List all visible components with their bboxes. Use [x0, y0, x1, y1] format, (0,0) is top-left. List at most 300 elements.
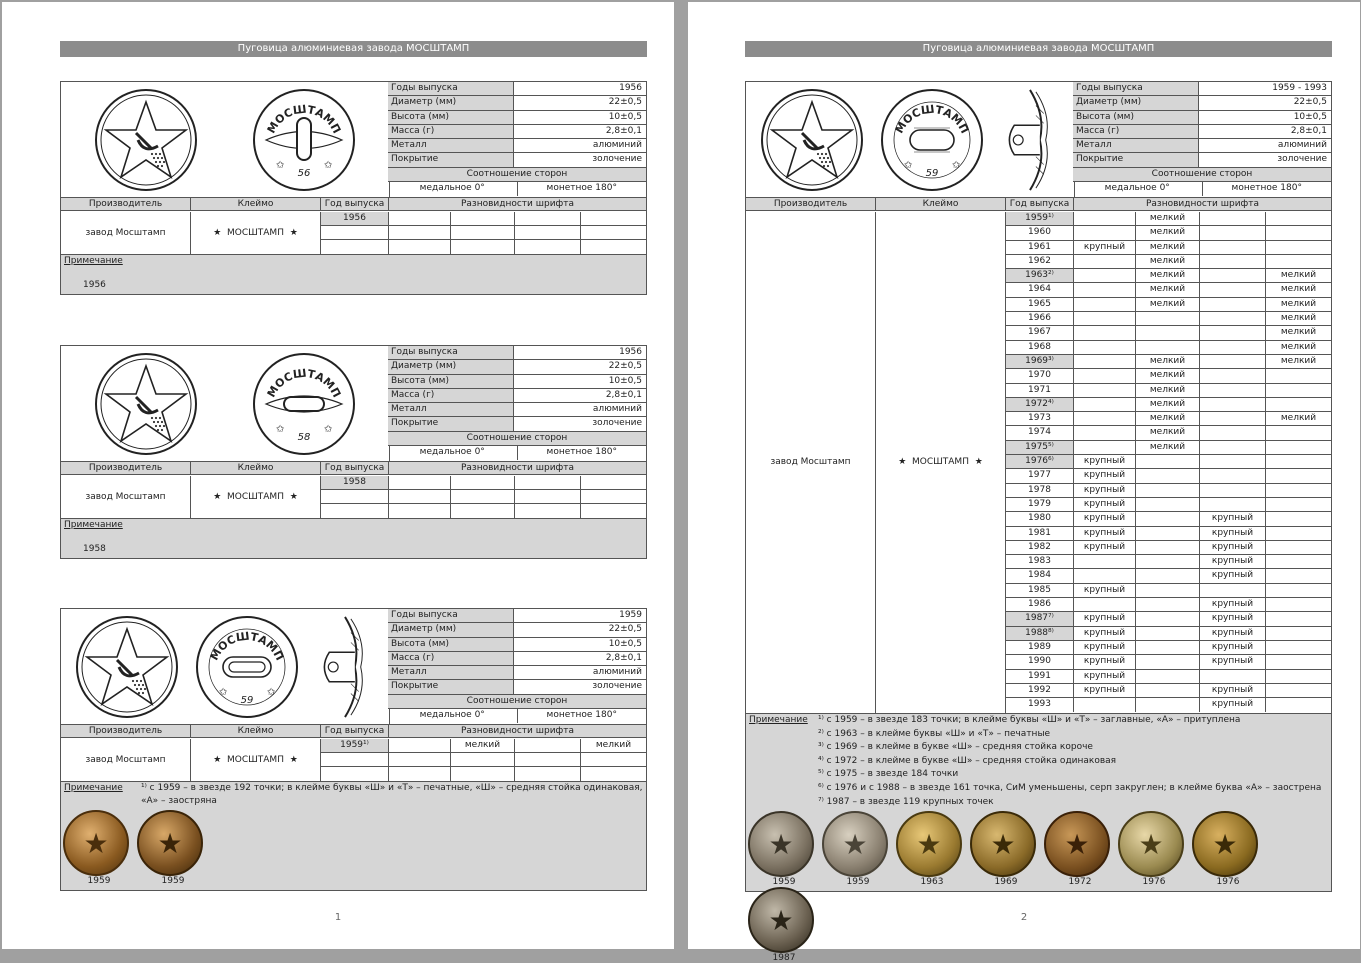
- table-cell: [321, 490, 389, 503]
- table-cell: 1958: [321, 476, 389, 489]
- table-cell: [1074, 283, 1136, 296]
- spec-label: Масса (г): [388, 652, 514, 665]
- ratio-header: Соотношение сторон: [1073, 168, 1331, 182]
- table-cell: 1986: [1006, 598, 1074, 611]
- table-row: [1006, 569, 1331, 583]
- table-row: [1006, 527, 1331, 541]
- font-variants-header: Разновидности шрифта: [1145, 199, 1260, 209]
- table-cell: [1200, 584, 1266, 597]
- photo-strip: [746, 811, 1331, 963]
- table-cell: [581, 753, 646, 766]
- coin-photo: ★ 1969: [970, 811, 1042, 887]
- mosshtamp-stamp-icon: [195, 615, 299, 719]
- table-cell: [1074, 412, 1136, 425]
- table-cell: 1990: [1006, 655, 1074, 668]
- table-cell: 1956: [321, 212, 389, 225]
- table-cell: [1200, 341, 1266, 354]
- spec-label: Годы выпуска: [1073, 82, 1199, 95]
- table-row: [1006, 555, 1331, 569]
- spec-table: [388, 82, 646, 196]
- spec-value: 1959 - 1993: [1272, 83, 1327, 93]
- ratio-header: Соотношение сторон: [388, 168, 646, 182]
- spec-label: Высота (мм): [388, 638, 514, 651]
- table-cell: мелкий: [1136, 226, 1200, 239]
- spec-value: 22±0,5: [1293, 97, 1327, 108]
- table-row: [1006, 598, 1331, 612]
- spec-label: Годы выпуска: [388, 346, 514, 359]
- table-cell: [1200, 226, 1266, 239]
- page-2: [688, 2, 1360, 963]
- table-cell: 1992: [1006, 684, 1074, 697]
- spec-table: [1073, 82, 1331, 196]
- spec-label: Диаметр (мм): [388, 623, 514, 636]
- spec-value: золочение: [592, 154, 642, 165]
- table-cell: [389, 226, 451, 239]
- table-row: [321, 476, 646, 490]
- table-cell: 1961: [1006, 241, 1074, 254]
- table-cell: [515, 240, 581, 254]
- table-cell: [451, 753, 515, 766]
- spec-value: 1959: [619, 610, 642, 620]
- photo-strip: [61, 810, 646, 886]
- page-number: 2: [1020, 912, 1028, 923]
- table-cell: 1968: [1006, 341, 1074, 354]
- table-cell: мелкий: [1280, 327, 1317, 338]
- table-cell: [1136, 641, 1200, 654]
- table-cell: мелкий: [595, 740, 632, 750]
- table-cell: [389, 504, 451, 518]
- table-cell: [321, 753, 389, 766]
- table-cell: 1977: [1006, 469, 1074, 482]
- table-cell: [1266, 684, 1331, 697]
- coin-year-label: 1959: [846, 877, 870, 888]
- table-cell: [389, 212, 451, 225]
- table-cell: [1266, 241, 1331, 254]
- table-header: [61, 197, 646, 211]
- table-cell: [1074, 426, 1136, 439]
- note-line: ⁶⁾ с 1976 и с 1988 – в звезде 161 точка, СиМ уменьшены, серп закруглен; в клейме буква «А» – заострена: [818, 782, 1322, 793]
- table-cell: [1136, 684, 1200, 697]
- note-line: ¹⁾ с 1959 – в звезде 183 точки; в клейме буквы «Ш» и «Т» – заглавные, «А» – притуплена: [818, 715, 1241, 725]
- table-cell: мелкий: [1136, 412, 1200, 425]
- table-cell: [581, 767, 646, 781]
- table-cell: мелкий: [1136, 283, 1200, 296]
- table-cell: 1959¹⁾: [321, 739, 389, 752]
- table-cell: [515, 739, 581, 752]
- table-cell: [1136, 312, 1200, 325]
- star-hammer-sickle-icon: [75, 615, 179, 719]
- svg-text:✩: ✩: [276, 423, 285, 435]
- star-hammer-sickle-icon: [94, 88, 198, 192]
- table-cell: [1200, 670, 1266, 683]
- stamp-header: Клеймо: [191, 198, 321, 210]
- table-row: [321, 212, 646, 226]
- table-cell: [1266, 441, 1331, 454]
- table-cell: мелкий: [1280, 313, 1317, 324]
- svg-text:МОСШТАМП: МОСШТАМП: [264, 366, 344, 400]
- star-hammer-sickle-icon: [760, 88, 864, 192]
- table-cell: [581, 226, 646, 239]
- table-cell: мелкий: [1136, 298, 1200, 311]
- table-cell: крупный: [1074, 469, 1136, 482]
- table-cell: 1960: [1006, 226, 1074, 239]
- table-cell: [451, 767, 515, 781]
- font-variants-header: Разновидности шрифта: [460, 726, 575, 736]
- table-cell: крупный: [1200, 555, 1266, 568]
- table-cell: [451, 504, 515, 518]
- table-cell: 1966: [1006, 312, 1074, 325]
- table-cell: крупный: [1074, 655, 1136, 668]
- table-cell: [389, 753, 451, 766]
- spec-table: [388, 609, 646, 723]
- table-cell: [451, 226, 515, 239]
- table-cell: [1136, 612, 1200, 625]
- table-cell: [1266, 426, 1331, 439]
- producer-cell: завод Мосштамп: [61, 212, 191, 254]
- table-cell: мелкий: [1280, 355, 1317, 366]
- coin-photo: ★ 1959: [748, 811, 820, 887]
- table-cell: [1200, 484, 1266, 497]
- spec-label: Масса (г): [388, 125, 514, 138]
- table-cell: [1136, 341, 1200, 354]
- table-cell: крупный: [1074, 612, 1136, 625]
- spec-label: Высота (мм): [1073, 111, 1199, 124]
- coin-label: монетное 180°: [1231, 183, 1302, 194]
- note-line: ⁷⁾ 1987 – в звезде 119 крупных точек: [818, 796, 994, 807]
- table-cell: 1979: [1006, 498, 1074, 511]
- table-cell: [581, 212, 646, 225]
- spec-value: алюминий: [592, 404, 642, 415]
- table-row: [1006, 627, 1331, 641]
- table-cell: [389, 739, 451, 752]
- spec-label: Покрытие: [388, 153, 514, 166]
- note-line: ¹⁾ с 1959 – в звезде 192 точки; в клейме буквы «Ш» и «Т» – печатные, «Ш» – средняя стойка одинаковая,: [141, 783, 643, 793]
- table-cell: мелкий: [1280, 284, 1317, 295]
- table-cell: крупный: [1200, 641, 1266, 654]
- table-cell: [1266, 226, 1331, 239]
- table-cell: [581, 476, 646, 489]
- table-row: [1006, 384, 1331, 398]
- table-cell: [1266, 469, 1331, 482]
- coin-year-label: 1969: [994, 877, 1018, 888]
- page-1: [2, 2, 674, 949]
- producer-cell: завод Мосштамп: [61, 476, 191, 518]
- table-cell: [389, 490, 451, 503]
- table-cell: [1266, 255, 1331, 268]
- table-cell: [321, 240, 389, 254]
- table-cell: [1074, 369, 1136, 382]
- note-line: ⁵⁾ с 1975 – в звезде 184 точки: [818, 769, 959, 780]
- spec-value: алюминий: [592, 140, 642, 151]
- table-cell: [1136, 527, 1200, 540]
- table-cell: мелкий: [1136, 212, 1200, 225]
- stamp-text: МОСШТАМП: [227, 755, 284, 765]
- note-line: «А» – заостряна: [141, 796, 217, 806]
- star-icon: ★: [213, 492, 222, 502]
- table-cell: [1136, 655, 1200, 668]
- table-cell: [1266, 555, 1331, 568]
- medal-label: медальное 0°: [388, 182, 518, 196]
- note-title: Примечание: [64, 783, 123, 793]
- ratio-header: Соотношение сторон: [388, 432, 646, 446]
- mosshtamp-stamp-icon: [880, 88, 984, 192]
- spec-label: Высота (мм): [388, 111, 514, 124]
- spec-value: алюминий: [1277, 140, 1327, 151]
- table-cell: [1266, 598, 1331, 611]
- note-title: Примечание: [64, 256, 123, 266]
- table-row: [1006, 612, 1331, 626]
- table-cell: мелкий: [1280, 270, 1317, 281]
- coin-photo: ★ 1972: [1044, 811, 1116, 887]
- table-cell: мелкий: [1280, 341, 1317, 352]
- table-cell: [1266, 698, 1331, 712]
- table-cell: [1200, 312, 1266, 325]
- table-cell: крупный: [1074, 627, 1136, 640]
- year-header: Год выпуска: [321, 462, 389, 474]
- table-cell: мелкий: [1280, 298, 1317, 309]
- table-cell: 1959¹⁾: [1006, 212, 1074, 225]
- coin-year-label: 1959: [87, 876, 111, 886]
- spec-label: Металл: [388, 666, 514, 679]
- svg-text:59: 59: [240, 694, 254, 706]
- table-cell: 1981: [1006, 527, 1074, 540]
- table-row: [1006, 412, 1331, 426]
- spec-label: Высота (мм): [388, 375, 514, 388]
- table-cell: [1200, 498, 1266, 511]
- year-header: Год выпуска: [321, 198, 389, 210]
- table-row: [1006, 269, 1331, 283]
- spec-label: Масса (г): [1073, 125, 1199, 138]
- table-cell: крупный: [1200, 569, 1266, 582]
- stamp-cell: [876, 212, 1006, 713]
- svg-text:✩: ✩: [276, 159, 285, 171]
- note-section: [61, 781, 646, 890]
- table-row: [1006, 426, 1331, 440]
- table-row: [1006, 341, 1331, 355]
- spec-value: 2,8±0,1: [605, 652, 642, 663]
- spec-label: Годы выпуска: [388, 82, 514, 95]
- table-cell: [451, 490, 515, 503]
- svg-text:✩: ✩: [267, 686, 276, 698]
- table-cell: [1266, 670, 1331, 683]
- table-row: [321, 226, 646, 240]
- table-row: [1006, 441, 1331, 455]
- coin-label: монетное 180°: [546, 710, 617, 721]
- table-cell: [1200, 283, 1266, 296]
- stamp-header: Клеймо: [191, 462, 321, 474]
- table-cell: [1266, 369, 1331, 382]
- coin-photo: ★ 1976: [1118, 811, 1190, 887]
- spec-label: Покрытие: [388, 417, 514, 430]
- coin-label: монетное 180°: [546, 447, 617, 458]
- table-row: [1006, 469, 1331, 483]
- table-row: [321, 753, 646, 767]
- spec-label: Годы выпуска: [388, 609, 514, 622]
- table-cell: [1266, 212, 1331, 225]
- table-row: [321, 490, 646, 504]
- coin-year-label: 1976: [1142, 877, 1166, 888]
- table-cell: [1200, 412, 1266, 425]
- table-cell: 1980: [1006, 512, 1074, 525]
- table-cell: [1136, 498, 1200, 511]
- spec-value: 2,8±0,1: [605, 125, 642, 136]
- svg-text:56: 56: [297, 167, 311, 179]
- spec-value: 1956: [619, 83, 642, 93]
- table-cell: [1074, 698, 1136, 712]
- spec-label: Металл: [1073, 139, 1199, 152]
- table-cell: [1136, 512, 1200, 525]
- table-cell: [581, 240, 646, 254]
- table-row: [1006, 283, 1331, 297]
- table-cell: крупный: [1074, 684, 1136, 697]
- svg-text:МОСШТАМП: МОСШТАМП: [264, 102, 344, 136]
- table-cell: [1136, 326, 1200, 339]
- table-cell: мелкий: [1136, 241, 1200, 254]
- table-cell: мелкий: [1136, 441, 1200, 454]
- table-cell: мелкий: [1136, 426, 1200, 439]
- mosshtamp-stamp-icon: [252, 352, 356, 456]
- table-row: [321, 767, 646, 781]
- table-cell: [1074, 384, 1136, 397]
- table-cell: [581, 504, 646, 518]
- table-cell: [515, 767, 581, 781]
- stamp-cell: [191, 212, 321, 254]
- table-cell: [389, 476, 451, 489]
- table-cell: [1200, 398, 1266, 411]
- table-cell: [1136, 698, 1200, 712]
- note-year: 1958: [83, 544, 106, 554]
- table-cell: [1200, 441, 1266, 454]
- table-row: [1006, 584, 1331, 598]
- table-cell: [1200, 455, 1266, 468]
- table-cell: [1266, 384, 1331, 397]
- table-row: [1006, 512, 1331, 526]
- table-row: [1006, 326, 1331, 340]
- table-cell: [1136, 455, 1200, 468]
- table-cell: [1074, 212, 1136, 225]
- coin-year-label: 1959: [161, 876, 185, 886]
- table-cell: 1991: [1006, 670, 1074, 683]
- svg-text:✩: ✩: [219, 686, 228, 698]
- star-icon: ★: [213, 228, 222, 238]
- spec-label: Металл: [388, 139, 514, 152]
- table-row: [321, 240, 646, 254]
- table-cell: 1978: [1006, 484, 1074, 497]
- table-cell: мелкий: [1136, 269, 1200, 282]
- table-cell: [1074, 226, 1136, 239]
- table-cell: [581, 490, 646, 503]
- table-cell: [1074, 255, 1136, 268]
- font-variants-header: Разновидности шрифта: [460, 199, 575, 209]
- stamp-text: МОСШТАМП: [912, 457, 969, 468]
- table-cell: [1074, 569, 1136, 582]
- star-icon: ★: [289, 228, 298, 238]
- coin-photo: ★ 1959: [137, 810, 209, 886]
- table-cell: [389, 240, 451, 254]
- table-cell: 1983: [1006, 555, 1074, 568]
- stamp-cell: [191, 476, 321, 518]
- table-cell: мелкий: [1136, 255, 1200, 268]
- coin-year-label: 1959: [772, 877, 796, 888]
- table-cell: [1136, 469, 1200, 482]
- table-row: [1006, 670, 1331, 684]
- table-cell: [1074, 326, 1136, 339]
- table-row: [1006, 541, 1331, 555]
- table-cell: [1074, 598, 1136, 611]
- page-1-title: Пуговица алюминиевая завода МОСШТАМП: [60, 41, 647, 57]
- table-row: [1006, 355, 1331, 369]
- table-cell: [515, 490, 581, 503]
- star-icon: ★: [289, 492, 298, 502]
- button-card: [60, 345, 647, 559]
- table-row: [1006, 498, 1331, 512]
- table-cell: [1074, 298, 1136, 311]
- table-cell: 1984: [1006, 569, 1074, 582]
- table-cell: [1200, 241, 1266, 254]
- medal-label: медальное 0°: [1073, 182, 1203, 196]
- table-cell: крупный: [1074, 584, 1136, 597]
- table-cell: мелкий: [451, 739, 515, 752]
- spec-label: Диаметр (мм): [1073, 96, 1199, 109]
- table-cell: [1074, 269, 1136, 282]
- note-title: Примечание: [64, 520, 123, 530]
- table-cell: крупный: [1074, 455, 1136, 468]
- table-cell: [1074, 341, 1136, 354]
- coin-year-label: 1987: [772, 953, 796, 963]
- table-cell: 1975⁵⁾: [1006, 441, 1074, 454]
- table-cell: 1970: [1006, 369, 1074, 382]
- table-cell: крупный: [1200, 512, 1266, 525]
- coin-photo: ★ 1976: [1192, 811, 1264, 887]
- svg-text:✩: ✩: [324, 423, 333, 435]
- table-cell: крупный: [1074, 498, 1136, 511]
- table-cell: крупный: [1200, 698, 1266, 712]
- table-row: [1006, 455, 1331, 469]
- spec-value: 22±0,5: [608, 624, 642, 635]
- table-cell: [1200, 298, 1266, 311]
- producer-header: Производитель: [61, 198, 191, 210]
- table-cell: [1200, 369, 1266, 382]
- page-number: 1: [334, 912, 342, 923]
- table-cell: 1974: [1006, 426, 1074, 439]
- table-cell: [1266, 541, 1331, 554]
- coin-year-label: 1963: [920, 877, 944, 888]
- table-cell: [1200, 469, 1266, 482]
- producer-header: Производитель: [61, 725, 191, 737]
- spec-value: золочение: [592, 681, 642, 692]
- table-cell: крупный: [1200, 541, 1266, 554]
- table-cell: [1136, 627, 1200, 640]
- stamp-cell: [191, 739, 321, 781]
- table-cell: 1973: [1006, 412, 1074, 425]
- svg-text:✩: ✩: [324, 159, 333, 171]
- year-header: Год выпуска: [1006, 198, 1074, 210]
- spec-value: золочение: [592, 418, 642, 429]
- table-cell: крупный: [1200, 612, 1266, 625]
- svg-text:58: 58: [297, 431, 311, 443]
- stamp-text: МОСШТАМП: [227, 228, 284, 238]
- spec-label: Масса (г): [388, 389, 514, 402]
- note-section: [746, 713, 1331, 963]
- table-row: [1006, 655, 1331, 669]
- table-cell: [1074, 312, 1136, 325]
- table-cell: 1989: [1006, 641, 1074, 654]
- table-cell: [1266, 398, 1331, 411]
- table-cell: [1266, 641, 1331, 654]
- button-profile-icon: [315, 613, 375, 721]
- table-cell: [1200, 269, 1266, 282]
- table-cell: крупный: [1074, 241, 1136, 254]
